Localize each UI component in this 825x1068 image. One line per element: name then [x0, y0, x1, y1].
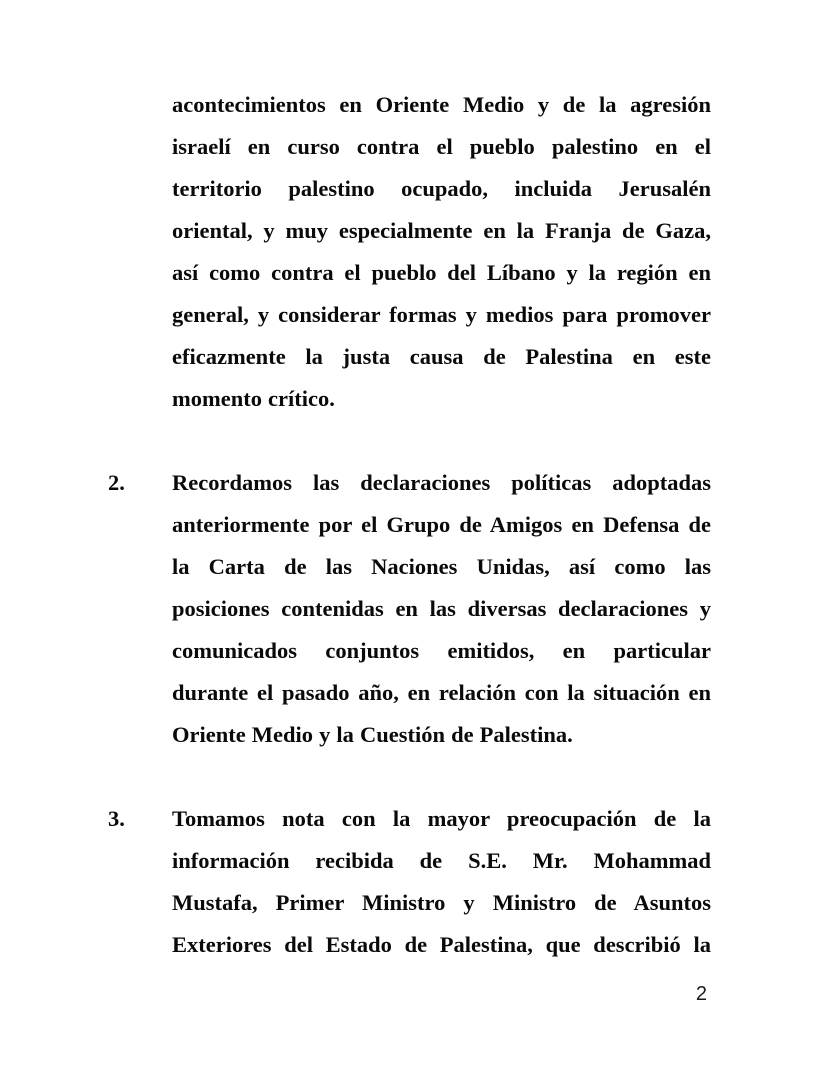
paragraph: [108, 84, 711, 420]
text-line: Recordamos las declaraciones políticas adoptadas: [172, 470, 711, 495]
text-line: la Carta de las Naciones Unidas, así como las: [172, 554, 711, 579]
text-line: información recibida de S.E. Mr. Mohammad: [172, 848, 711, 873]
paragraph-text: [172, 462, 711, 756]
paragraph: [108, 798, 711, 966]
text-line: comunicados conjuntos emitidos, en particular: [172, 638, 711, 663]
text-line: territorio palestino ocupado, incluida Jerusalén: [172, 176, 711, 201]
paragraph: [108, 462, 711, 756]
text-line: acontecimientos en Oriente Medio y de la agresión: [172, 92, 711, 117]
text-line: posiciones contenidas en las diversas declaraciones y: [172, 596, 711, 621]
text-line: así como contra el pueblo del Líbano y la región en: [172, 260, 711, 285]
paragraph-text: [172, 798, 711, 966]
text-line: momento crítico.: [172, 386, 335, 411]
text-line: israelí en curso contra el pueblo palestino en el: [172, 134, 711, 159]
text-line: eficazmente la justa causa de Palestina en este: [172, 344, 711, 369]
text-line: Oriente Medio y la Cuestión de Palestina.: [172, 722, 573, 747]
text-line: oriental, y muy especialmente en la Franja de Gaza,: [172, 218, 711, 243]
text-line: Tomamos nota con la mayor preocupación de la: [172, 806, 711, 831]
page-number: 2: [695, 983, 707, 1005]
text-line: Exteriores del Estado de Palestina, que describió la: [172, 932, 711, 957]
text-line: Mustafa, Primer Ministro y Ministro de Asuntos: [172, 890, 711, 915]
paragraph-number: 3.: [108, 806, 125, 831]
text-line: general, y considerar formas y medios para promover: [172, 302, 711, 327]
text-line: durante el pasado año, en relación con la situación en: [172, 680, 711, 705]
paragraph-text: [172, 84, 711, 420]
text-line: anteriormente por el Grupo de Amigos en Defensa de: [172, 512, 711, 537]
paragraph-number: 2.: [108, 470, 125, 495]
document-body: [108, 84, 711, 966]
